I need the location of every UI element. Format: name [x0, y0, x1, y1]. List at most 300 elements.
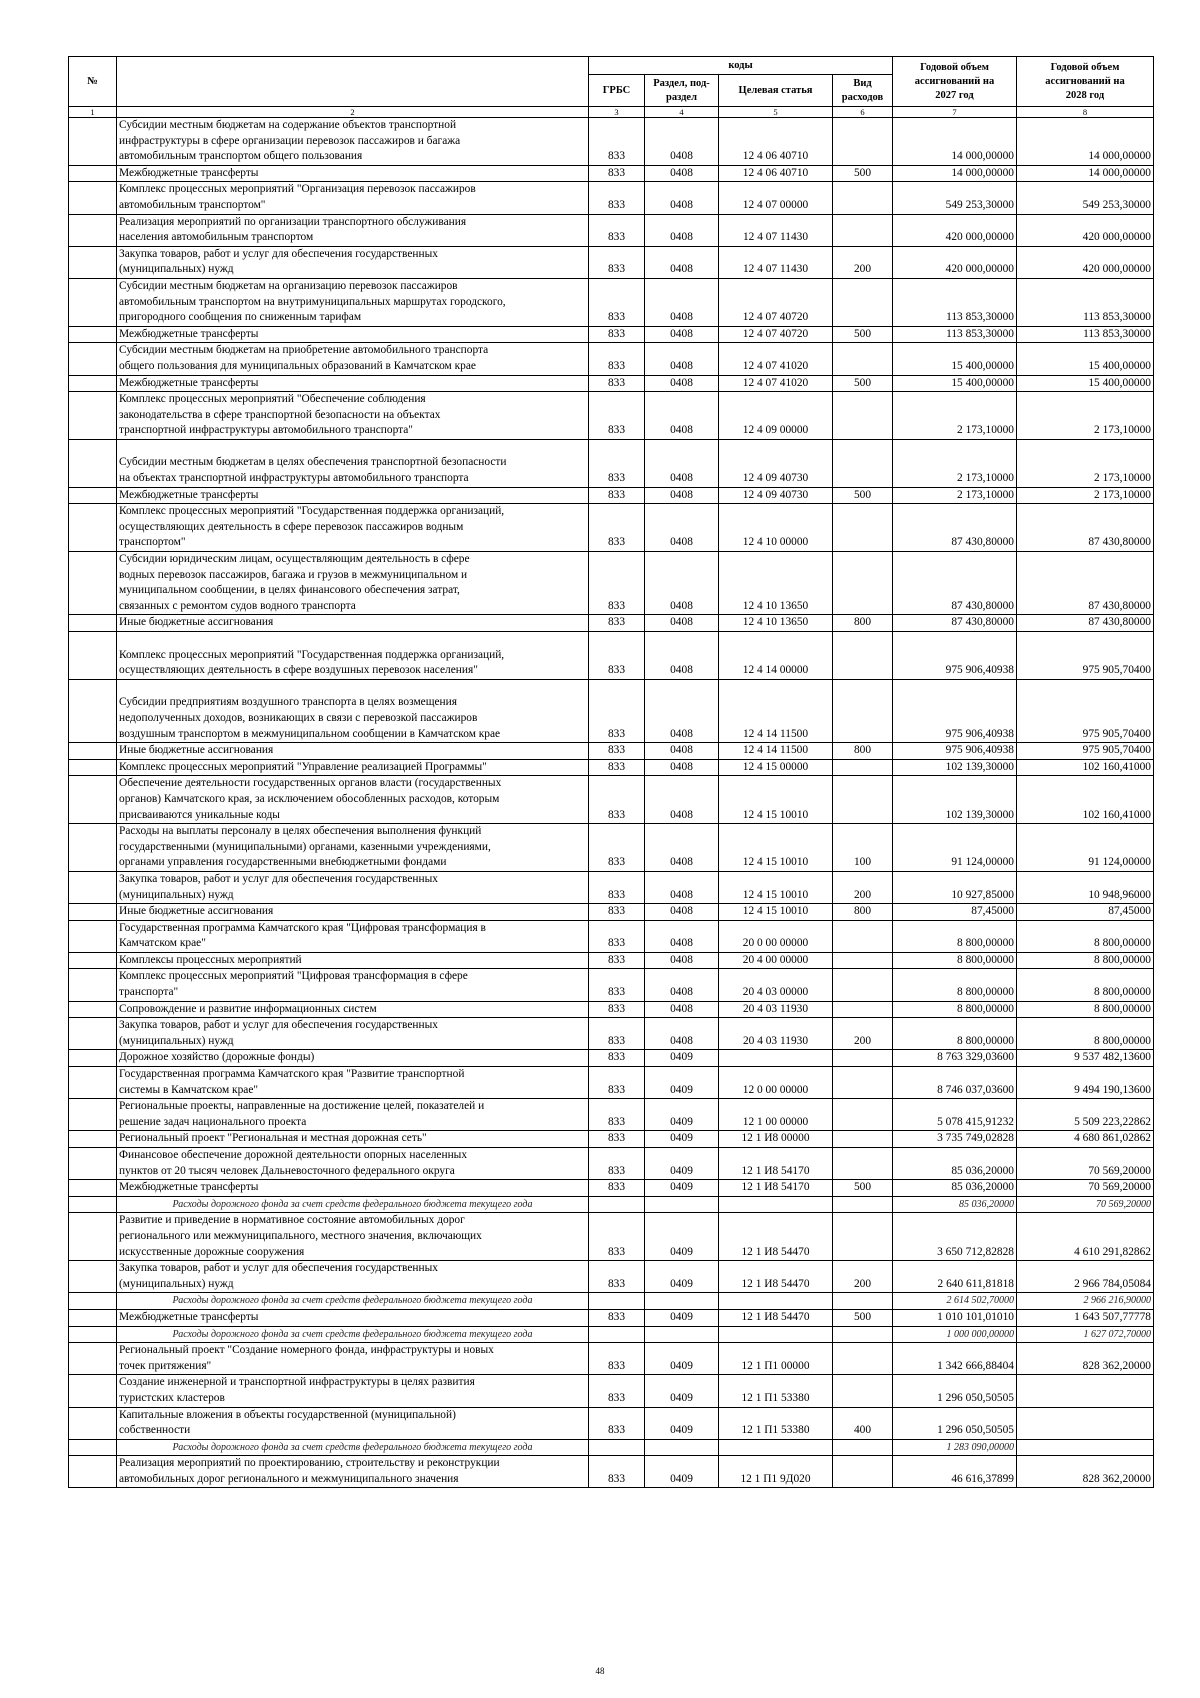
row-amount-2028: 70 569,20000: [1017, 1180, 1154, 1197]
row-amount-2027: 113 853,30000: [893, 278, 1017, 326]
row-amount-2027: 14 000,00000: [893, 118, 1017, 166]
row-amount-2028: 2 966 216,90000: [1017, 1293, 1154, 1310]
row-expense-type: [833, 776, 893, 824]
row-section: 0409: [645, 1343, 719, 1375]
row-target-article: 12 4 09 40730: [719, 487, 833, 504]
colnum-6: 6: [833, 107, 893, 118]
row-number: [69, 504, 117, 552]
row-amount-2028: 420 000,00000: [1017, 214, 1154, 246]
row-amount-2028: 8 800,00000: [1017, 952, 1154, 969]
row-section: [645, 1326, 719, 1343]
row-number: [69, 246, 117, 278]
table-row: [69, 118, 1154, 166]
row-section: 0409: [645, 1375, 719, 1407]
row-target-article: 12 4 07 41020: [719, 343, 833, 375]
row-name: Комплекс процессных мероприятий "Организация перевозок пассажиров автомобильным транспортом": [117, 182, 589, 214]
row-amount-2027: 87,45000: [893, 904, 1017, 921]
row-target-article: 12 4 15 10010: [719, 904, 833, 921]
row-amount-2028: 87,45000: [1017, 904, 1154, 921]
row-number: [69, 632, 117, 680]
table-row: [69, 1001, 1154, 1018]
table-row: [69, 824, 1154, 872]
row-amount-2028: 2 966 784,05084: [1017, 1261, 1154, 1293]
table-row: [69, 278, 1154, 326]
row-grbs: 833: [589, 1001, 645, 1018]
row-grbs: 833: [589, 969, 645, 1001]
row-number: [69, 1050, 117, 1067]
row-section: [645, 1293, 719, 1310]
row-grbs: [589, 1326, 645, 1343]
row-expense-type: [833, 1343, 893, 1375]
row-expense-type: 500: [833, 375, 893, 392]
federal-funds-row: [69, 1326, 1154, 1343]
row-target-article: [719, 1196, 833, 1213]
row-expense-type: 500: [833, 1180, 893, 1197]
row-target-article: 12 4 06 40710: [719, 165, 833, 182]
row-section: 0408: [645, 118, 719, 166]
row-amount-2028: 10 948,96000: [1017, 871, 1154, 903]
table-row: [69, 904, 1154, 921]
row-name: Субсидии юридическим лицам, осуществляющим деятельность в сфере водных перевозок пассажиров, багажа и грузов в межмуниципальном и муниципальном сообщении, в целях финансового обеспечения затрат, связанных с ремонтом судов водного транспорта: [117, 552, 589, 615]
row-section: 0409: [645, 1309, 719, 1326]
row-amount-2027: 549 253,30000: [893, 182, 1017, 214]
row-name: Дорожное хозяйство (дорожные фонды): [117, 1050, 589, 1067]
row-amount-2028: 113 853,30000: [1017, 278, 1154, 326]
row-number: [69, 615, 117, 632]
row-name: Региональный проект "Создание номерного фонда, инфраструктуры и новых точек притяжения": [117, 1343, 589, 1375]
row-expense-type: 800: [833, 743, 893, 760]
row-name: Региональные проекты, направленные на достижение целей, показателей и решение задач национального проекта: [117, 1099, 589, 1131]
table-row: [69, 552, 1154, 615]
column-numbers-row: [69, 107, 1154, 118]
row-amount-2028: [1017, 1407, 1154, 1439]
row-grbs: 833: [589, 1261, 645, 1293]
colnum-1: 1: [69, 107, 117, 118]
row-expense-type: [833, 118, 893, 166]
row-name: Сопровождение и развитие информационных систем: [117, 1001, 589, 1018]
row-name: Субсидии местным бюджетам в целях обеспечения транспортной безопасности на объектах транспортной инфраструктуры автомобильного транспорта: [117, 439, 589, 487]
row-name: Создание инженерной и транспортной инфраструктуры в целях развития туристских кластеров: [117, 1375, 589, 1407]
header-target: Целевая статья: [719, 75, 833, 107]
table-body: [69, 118, 1154, 1488]
table-row: [69, 632, 1154, 680]
budget-table: [68, 56, 1154, 1488]
row-grbs: [589, 1196, 645, 1213]
header-name-blank: [117, 57, 589, 107]
row-amount-2027: 85 036,20000: [893, 1180, 1017, 1197]
row-amount-2028: 8 800,00000: [1017, 969, 1154, 1001]
header-2027: Годовой объем ассигнований на 2027 год: [893, 57, 1017, 107]
row-grbs: 833: [589, 487, 645, 504]
row-target-article: 12 1 И8 54170: [719, 1148, 833, 1180]
row-name: Межбюджетные трансферты: [117, 1180, 589, 1197]
row-grbs: 833: [589, 904, 645, 921]
table-row: [69, 679, 1154, 742]
row-name: Субсидии местным бюджетам на организацию перевозок пассажиров автомобильным транспортом на внутримуниципальных маршрутах городского, пригородного сообщения по сниженным тарифам: [117, 278, 589, 326]
row-number: [69, 1131, 117, 1148]
row-expense-type: [833, 214, 893, 246]
table-row: [69, 871, 1154, 903]
row-expense-type: 500: [833, 1309, 893, 1326]
row-grbs: 833: [589, 1148, 645, 1180]
row-number: [69, 1456, 117, 1488]
row-target-article: 12 4 09 00000: [719, 392, 833, 440]
row-amount-2028: 102 160,41000: [1017, 759, 1154, 776]
row-name: Субсидии местным бюджетам на содержание объектов транспортной инфраструктуры в сфере организации перевозок пассажиров и багажа автомобильным транспортом общего пользования: [117, 118, 589, 166]
row-amount-2027: 91 124,00000: [893, 824, 1017, 872]
row-amount-2028: 15 400,00000: [1017, 375, 1154, 392]
row-number: [69, 969, 117, 1001]
row-name: Обеспечение деятельности государственных органов власти (государственных органов) Камчатского края, за исключением обособленных расходов, которым присваиваются уникальные коды: [117, 776, 589, 824]
row-target-article: 12 4 07 41020: [719, 375, 833, 392]
table-row: [69, 1309, 1154, 1326]
row-section: 0409: [645, 1148, 719, 1180]
row-amount-2027: 15 400,00000: [893, 375, 1017, 392]
row-amount-2028: 975 905,70400: [1017, 679, 1154, 742]
row-target-article: 12 0 00 00000: [719, 1067, 833, 1099]
row-amount-2027: 2 640 611,81818: [893, 1261, 1017, 1293]
row-grbs: 833: [589, 1456, 645, 1488]
row-target-article: 12 1 П1 00000: [719, 1343, 833, 1375]
row-target-article: 12 1 И8 54470: [719, 1261, 833, 1293]
row-target-article: 12 4 15 00000: [719, 759, 833, 776]
row-amount-2027: 87 430,80000: [893, 504, 1017, 552]
row-grbs: 833: [589, 632, 645, 680]
row-target-article: 12 4 14 11500: [719, 743, 833, 760]
table-row: [69, 1407, 1154, 1439]
row-amount-2027: 8 800,00000: [893, 969, 1017, 1001]
row-grbs: 833: [589, 1050, 645, 1067]
row-number: [69, 1213, 117, 1261]
table-row: [69, 615, 1154, 632]
row-name: Региональный проект "Региональная и местная дорожная сеть": [117, 1131, 589, 1148]
table-row: [69, 952, 1154, 969]
federal-funds-row: [69, 1196, 1154, 1213]
row-number: [69, 1439, 117, 1456]
row-name: Закупка товаров, работ и услуг для обеспечения государственных (муниципальных) нужд: [117, 1018, 589, 1050]
row-amount-2028: 70 569,20000: [1017, 1148, 1154, 1180]
row-section: 0408: [645, 871, 719, 903]
row-amount-2028: 975 905,70400: [1017, 632, 1154, 680]
row-grbs: 833: [589, 552, 645, 615]
table-row: [69, 487, 1154, 504]
row-target-article: 12 1 И8 00000: [719, 1131, 833, 1148]
row-target-article: 20 0 00 00000: [719, 920, 833, 952]
row-target-article: 12 4 14 00000: [719, 632, 833, 680]
row-expense-type: [833, 278, 893, 326]
row-section: 0408: [645, 326, 719, 343]
row-number: [69, 343, 117, 375]
row-grbs: 833: [589, 214, 645, 246]
row-amount-2027: 1 283 090,00000: [893, 1439, 1017, 1456]
table-row: [69, 1343, 1154, 1375]
row-section: 0408: [645, 1018, 719, 1050]
row-amount-2028: 828 362,20000: [1017, 1456, 1154, 1488]
row-number: [69, 1375, 117, 1407]
row-target-article: 12 1 И8 54470: [719, 1309, 833, 1326]
row-expense-type: 200: [833, 1261, 893, 1293]
row-amount-2028: 113 853,30000: [1017, 326, 1154, 343]
page-number: 48: [595, 1666, 605, 1676]
row-number: [69, 871, 117, 903]
header-num: №: [69, 57, 117, 107]
row-number: [69, 375, 117, 392]
row-amount-2028: 87 430,80000: [1017, 504, 1154, 552]
row-amount-2027: 46 616,37899: [893, 1456, 1017, 1488]
table-row: [69, 214, 1154, 246]
row-amount-2028: 975 905,70400: [1017, 743, 1154, 760]
row-name: Развитие и приведение в нормативное состояние автомобильных дорог регионального или межмуниципального, местного значения, включающих искусственные дорожные сооружения: [117, 1213, 589, 1261]
row-name: Закупка товаров, работ и услуг для обеспечения государственных (муниципальных) нужд: [117, 871, 589, 903]
row-amount-2027: 420 000,00000: [893, 246, 1017, 278]
row-amount-2028: 2 173,10000: [1017, 487, 1154, 504]
row-expense-type: [833, 1131, 893, 1148]
row-section: 0408: [645, 743, 719, 760]
row-grbs: 833: [589, 743, 645, 760]
row-number: [69, 1067, 117, 1099]
row-number: [69, 165, 117, 182]
row-number: [69, 214, 117, 246]
table-row: [69, 182, 1154, 214]
row-number: [69, 439, 117, 487]
row-section: 0408: [645, 278, 719, 326]
table-row: [69, 165, 1154, 182]
row-section: 0408: [645, 439, 719, 487]
row-expense-type: [833, 439, 893, 487]
row-section: 0408: [645, 615, 719, 632]
row-amount-2028: 4 610 291,82862: [1017, 1213, 1154, 1261]
row-grbs: 833: [589, 392, 645, 440]
table-row: [69, 1180, 1154, 1197]
row-number: [69, 743, 117, 760]
row-number: [69, 1261, 117, 1293]
row-target-article: 12 1 П1 9Д020: [719, 1456, 833, 1488]
row-amount-2027: 87 430,80000: [893, 615, 1017, 632]
row-grbs: 833: [589, 1309, 645, 1326]
row-target-article: 12 1 П1 53380: [719, 1375, 833, 1407]
row-amount-2027: 8 800,00000: [893, 1018, 1017, 1050]
row-section: 0409: [645, 1213, 719, 1261]
table-row: [69, 1213, 1154, 1261]
row-grbs: 833: [589, 375, 645, 392]
row-expense-type: 800: [833, 615, 893, 632]
row-number: [69, 920, 117, 952]
row-expense-type: 500: [833, 165, 893, 182]
row-amount-2027: 975 906,40938: [893, 743, 1017, 760]
row-amount-2027: 8 763 329,03600: [893, 1050, 1017, 1067]
row-number: [69, 1018, 117, 1050]
row-expense-type: [833, 1213, 893, 1261]
row-amount-2028: [1017, 1375, 1154, 1407]
row-amount-2028: 15 400,00000: [1017, 343, 1154, 375]
row-section: 0408: [645, 969, 719, 1001]
row-grbs: 833: [589, 1407, 645, 1439]
row-expense-type: [833, 1439, 893, 1456]
row-section: 0408: [645, 246, 719, 278]
row-section: 0408: [645, 920, 719, 952]
row-section: 0408: [645, 182, 719, 214]
row-expense-type: [833, 1326, 893, 1343]
table-row: [69, 1261, 1154, 1293]
row-number: [69, 1001, 117, 1018]
row-amount-2028: 2 173,10000: [1017, 439, 1154, 487]
row-name: Финансовое обеспечение дорожной деятельности опорных населенных пунктов от 20 тысяч человек Дальневосточного федерального округа: [117, 1148, 589, 1180]
row-number: [69, 1407, 117, 1439]
row-amount-2027: 1 000 000,00000: [893, 1326, 1017, 1343]
row-amount-2028: 70 569,20000: [1017, 1196, 1154, 1213]
row-name: Межбюджетные трансферты: [117, 165, 589, 182]
row-expense-type: [833, 1067, 893, 1099]
row-target-article: 12 4 09 40730: [719, 439, 833, 487]
row-expense-type: 500: [833, 487, 893, 504]
row-section: 0409: [645, 1067, 719, 1099]
row-name: Комплекс процессных мероприятий "Обеспечение соблюдения законодательства в сфере транспортной безопасности на объектах транспортной инфраструктуры автомобильного транспорта": [117, 392, 589, 440]
row-expense-type: [833, 1099, 893, 1131]
table-row: [69, 246, 1154, 278]
row-number: [69, 487, 117, 504]
row-name: Государственная программа Камчатского края "Развитие транспортной системы в Камчатском крае": [117, 1067, 589, 1099]
row-expense-type: [833, 504, 893, 552]
row-amount-2027: 1 296 050,50505: [893, 1375, 1017, 1407]
row-target-article: 20 4 00 00000: [719, 952, 833, 969]
table-row: [69, 1148, 1154, 1180]
row-number: [69, 1293, 117, 1310]
row-amount-2027: 102 139,30000: [893, 759, 1017, 776]
row-grbs: 833: [589, 439, 645, 487]
row-target-article: 12 4 14 11500: [719, 679, 833, 742]
row-amount-2027: 15 400,00000: [893, 343, 1017, 375]
row-grbs: 833: [589, 952, 645, 969]
row-target-article: 12 4 07 00000: [719, 182, 833, 214]
row-amount-2027: 1 342 666,88404: [893, 1343, 1017, 1375]
row-section: 0409: [645, 1261, 719, 1293]
row-expense-type: [833, 1293, 893, 1310]
row-name: Межбюджетные трансферты: [117, 375, 589, 392]
row-target-article: 12 4 15 10010: [719, 776, 833, 824]
row-section: 0408: [645, 824, 719, 872]
table-row: [69, 776, 1154, 824]
row-number: [69, 824, 117, 872]
header-grbs: ГРБС: [589, 75, 645, 107]
row-amount-2028: 828 362,20000: [1017, 1343, 1154, 1375]
row-amount-2027: 14 000,00000: [893, 165, 1017, 182]
row-name: Субсидии местным бюджетам на приобретение автомобильного транспорта общего пользования для муниципальных образований в Камчатском крае: [117, 343, 589, 375]
row-name: Государственная программа Камчатского края "Цифровая трансформация в Камчатском крае": [117, 920, 589, 952]
row-expense-type: [833, 1196, 893, 1213]
row-number: [69, 392, 117, 440]
row-expense-type: [833, 759, 893, 776]
row-target-article: [719, 1326, 833, 1343]
row-amount-2028: 14 000,00000: [1017, 118, 1154, 166]
header-section: Раздел, под- раздел: [645, 75, 719, 107]
row-expense-type: [833, 1456, 893, 1488]
row-expense-type: [833, 1148, 893, 1180]
row-grbs: 833: [589, 165, 645, 182]
row-grbs: 833: [589, 326, 645, 343]
row-amount-2027: 975 906,40938: [893, 679, 1017, 742]
row-grbs: 833: [589, 871, 645, 903]
table-row: [69, 1067, 1154, 1099]
row-target-article: 12 1 П1 53380: [719, 1407, 833, 1439]
row-expense-type: [833, 343, 893, 375]
colnum-5: 5: [719, 107, 833, 118]
row-name: Реализация мероприятий по проектированию, строительству и реконструкции автомобильных дорог регионального и межмуниципального значения: [117, 1456, 589, 1488]
row-section: 0409: [645, 1131, 719, 1148]
budget-table-container: [68, 56, 1153, 1488]
row-name: Расходы на выплаты персоналу в целях обеспечения выполнения функций государственными (муниципальными) органами, казенными учреждениями, органами управления государственными внебюджетными фондами: [117, 824, 589, 872]
row-amount-2027: 2 614 502,70000: [893, 1293, 1017, 1310]
row-amount-2027: 8 800,00000: [893, 1001, 1017, 1018]
federal-funds-row: [69, 1293, 1154, 1310]
row-amount-2028: 9 494 190,13600: [1017, 1067, 1154, 1099]
row-target-article: 20 4 03 11930: [719, 1018, 833, 1050]
row-amount-2027: 3 735 749,02828: [893, 1131, 1017, 1148]
row-grbs: [589, 1293, 645, 1310]
row-amount-2028: 1 643 507,77778: [1017, 1309, 1154, 1326]
row-name: Расходы дорожного фонда за счет средств федерального бюджета текущего года: [117, 1196, 589, 1213]
row-section: 0408: [645, 392, 719, 440]
row-number: [69, 118, 117, 166]
row-number: [69, 1309, 117, 1326]
row-section: 0409: [645, 1456, 719, 1488]
row-amount-2027: 3 650 712,82828: [893, 1213, 1017, 1261]
row-section: 0408: [645, 952, 719, 969]
row-amount-2027: 102 139,30000: [893, 776, 1017, 824]
row-amount-2028: 8 800,00000: [1017, 920, 1154, 952]
table-row: [69, 439, 1154, 487]
table-row: [69, 343, 1154, 375]
colnum-4: 4: [645, 107, 719, 118]
row-grbs: 833: [589, 246, 645, 278]
row-number: [69, 759, 117, 776]
row-target-article: 12 4 07 40720: [719, 278, 833, 326]
row-name: Иные бюджетные ассигнования: [117, 904, 589, 921]
row-amount-2028: [1017, 1439, 1154, 1456]
row-number: [69, 1343, 117, 1375]
row-name: Межбюджетные трансферты: [117, 487, 589, 504]
row-name: Закупка товаров, работ и услуг для обеспечения государственных (муниципальных) нужд: [117, 246, 589, 278]
row-expense-type: [833, 679, 893, 742]
row-target-article: 12 4 07 40720: [719, 326, 833, 343]
row-target-article: 12 1 И8 54170: [719, 1180, 833, 1197]
row-name: Межбюджетные трансферты: [117, 326, 589, 343]
row-section: [645, 1439, 719, 1456]
row-grbs: 833: [589, 1099, 645, 1131]
row-number: [69, 776, 117, 824]
row-expense-type: 800: [833, 904, 893, 921]
row-grbs: 833: [589, 920, 645, 952]
row-name: Комплекс процессных мероприятий "Государственная поддержка организаций, осуществляющих деятельность в сфере воздушных перевозок населения": [117, 632, 589, 680]
colnum-7: 7: [893, 107, 1017, 118]
row-section: 0409: [645, 1050, 719, 1067]
row-target-article: 12 4 10 13650: [719, 615, 833, 632]
row-amount-2027: 1 010 101,01010: [893, 1309, 1017, 1326]
row-grbs: 833: [589, 1131, 645, 1148]
row-expense-type: [833, 1375, 893, 1407]
row-expense-type: 200: [833, 871, 893, 903]
row-target-article: 20 4 03 11930: [719, 1001, 833, 1018]
row-expense-type: 200: [833, 1018, 893, 1050]
table-row: [69, 920, 1154, 952]
row-expense-type: [833, 952, 893, 969]
row-amount-2027: 2 173,10000: [893, 392, 1017, 440]
row-target-article: 12 4 15 10010: [719, 824, 833, 872]
row-amount-2027: 8 800,00000: [893, 952, 1017, 969]
row-expense-type: [833, 920, 893, 952]
row-section: 0408: [645, 552, 719, 615]
row-number: [69, 1180, 117, 1197]
row-name: Субсидии предприятиям воздушного транспорта в целях возмещения недополученных доходов, возникающих в связи с перевозкой пассажиров воздушным транспортом в межмуниципальном сообщении в Камчатском крае: [117, 679, 589, 742]
